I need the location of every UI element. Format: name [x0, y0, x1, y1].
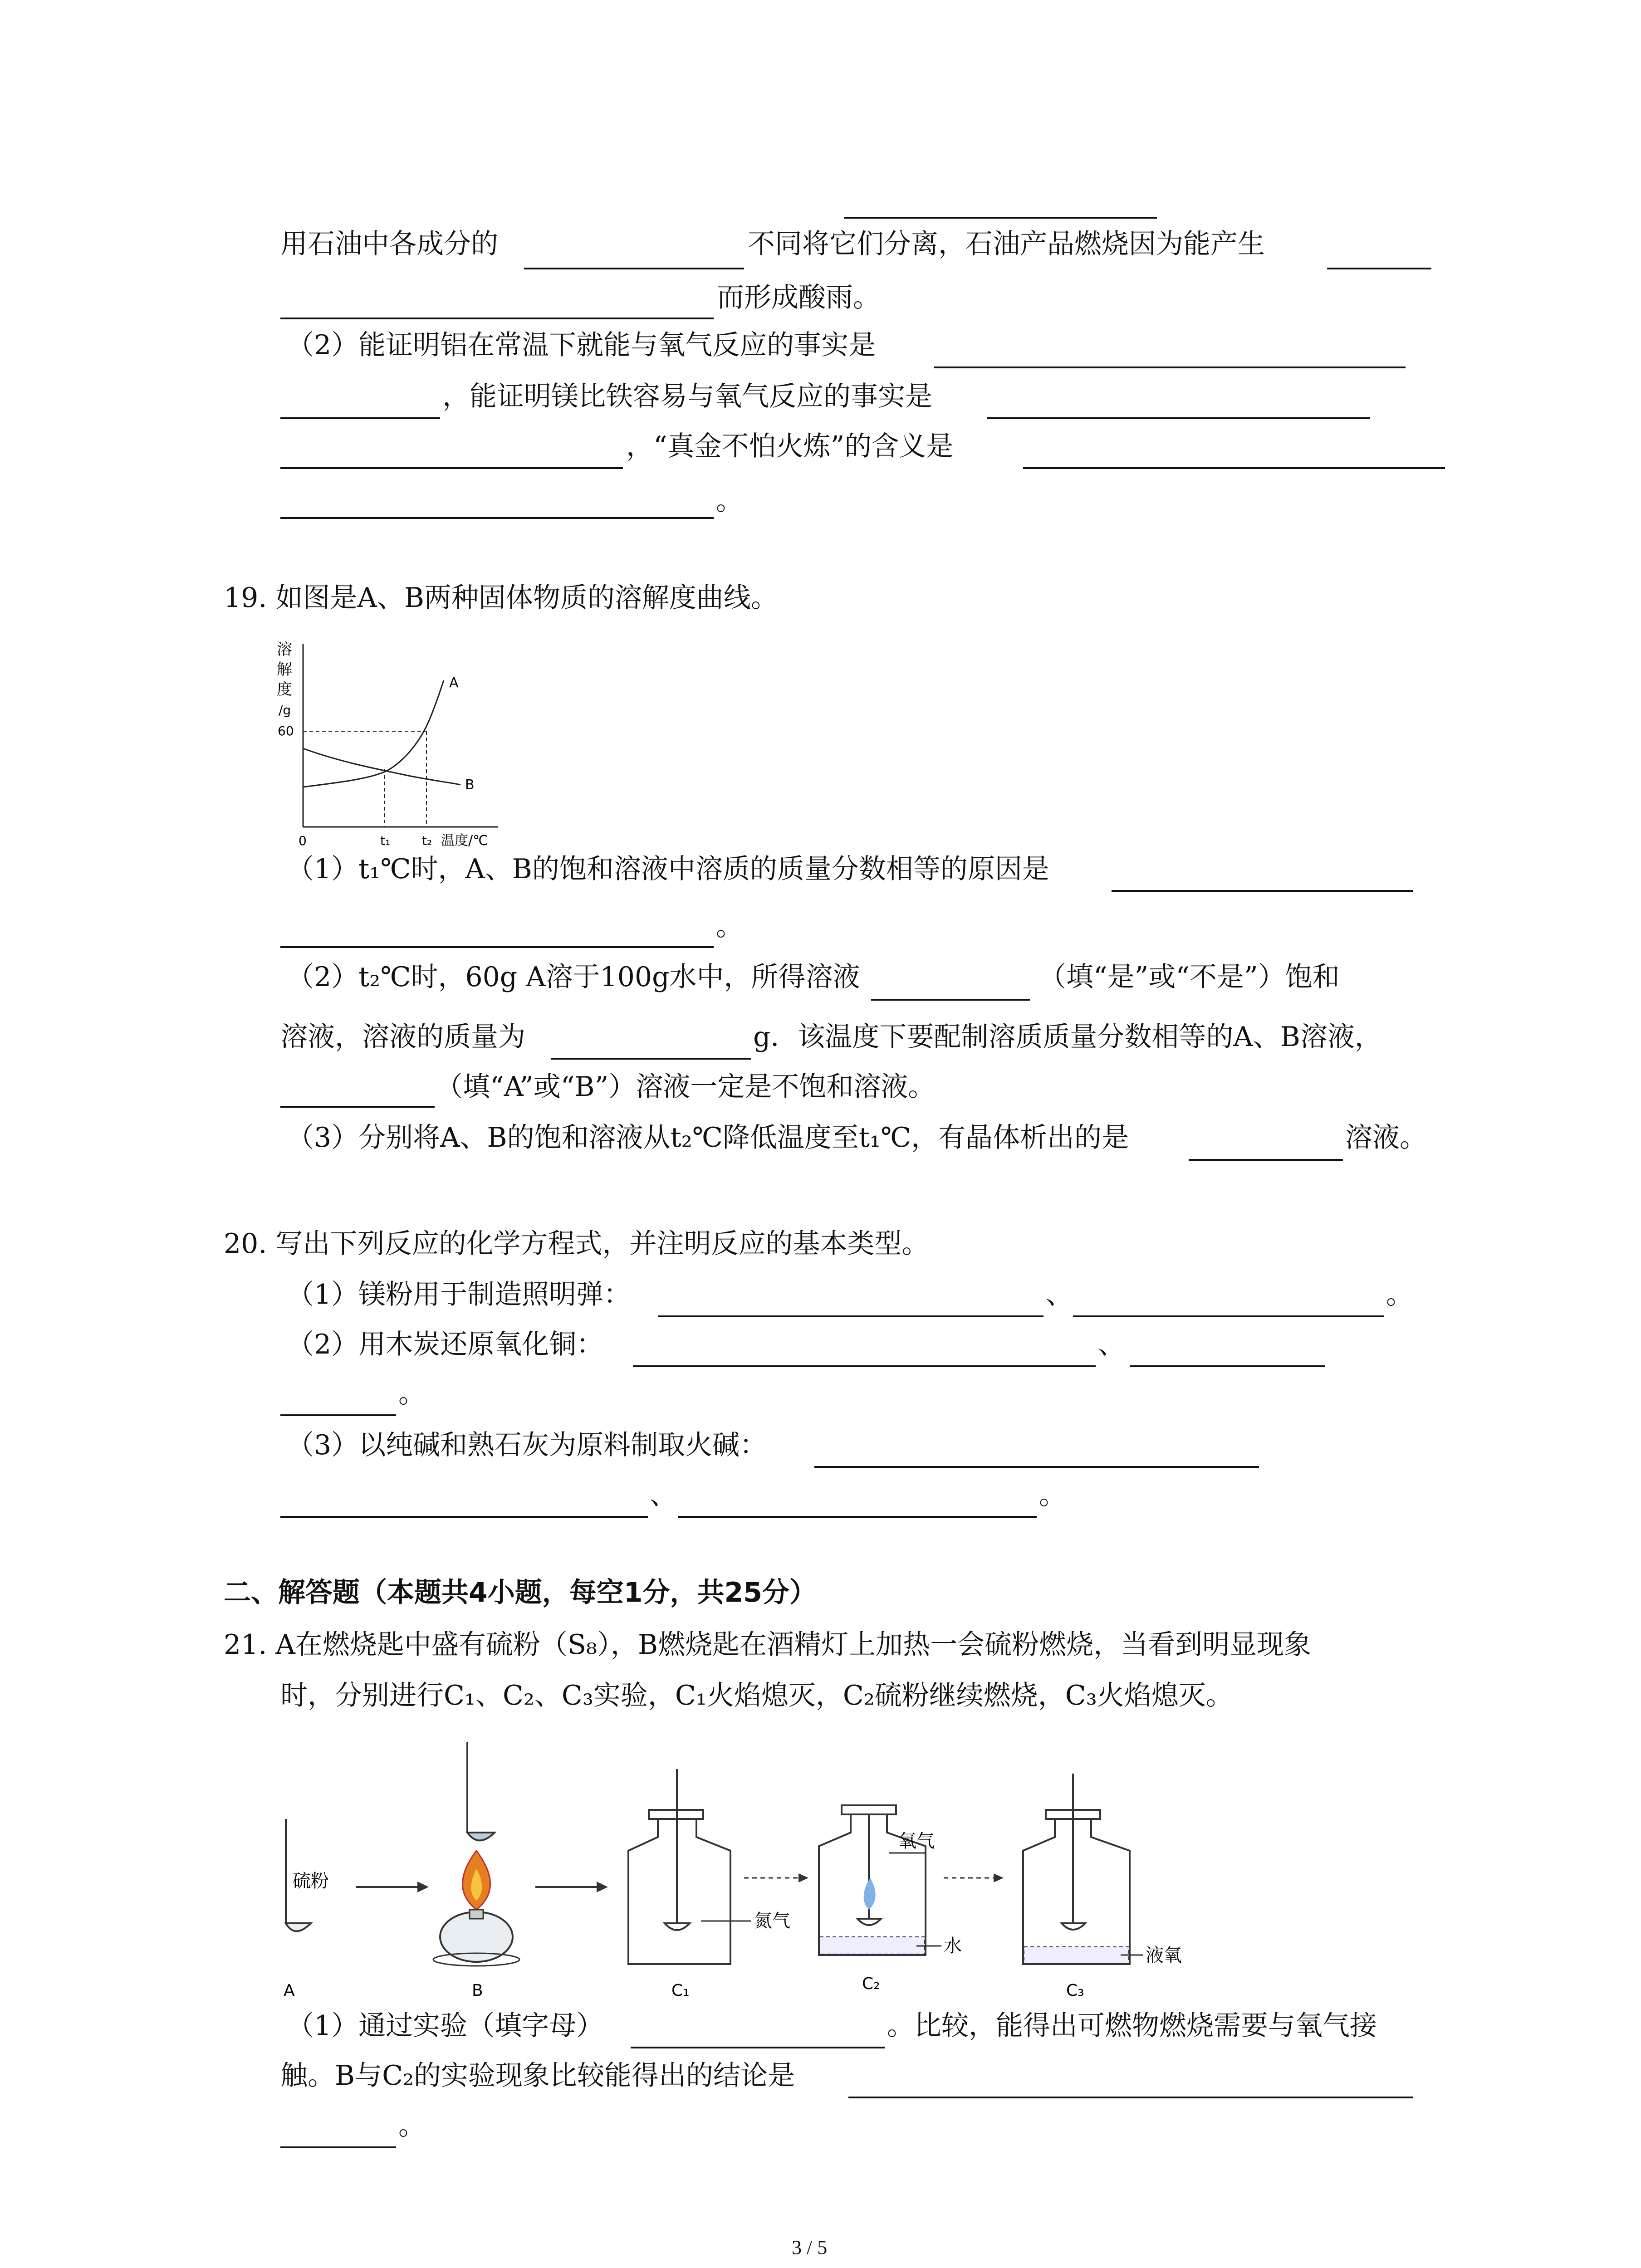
answer-blank[interactable]	[280, 517, 714, 519]
q18-line1b: 不同将它们分离，石油产品燃烧因为能产生	[748, 228, 1265, 260]
experiment-figure	[272, 1742, 1461, 2000]
answer-blank[interactable]	[1112, 890, 1413, 892]
section-heading: 二、解答题（本题共4小题，每空1分，共25分）	[224, 1577, 817, 1608]
answer-blank[interactable]	[524, 268, 744, 269]
q20-p2-end: 。	[398, 1378, 426, 1409]
answer-blank[interactable]	[1130, 1365, 1325, 1367]
q19-p1b: 。	[716, 910, 743, 942]
answer-blank[interactable]	[633, 1365, 1096, 1367]
x-tick-t1: t₁	[380, 833, 391, 848]
y-label-4: /g	[279, 703, 291, 718]
q21-line2: 时，分别进行C₁、C₂、C₃实验，C₁火焰熄灭，C₂硫粉继续燃烧，C₃火焰熄灭。	[280, 1680, 1233, 1711]
answer-blank[interactable]	[814, 1466, 1259, 1468]
answer-blank[interactable]	[280, 1516, 648, 1518]
bottle-c2	[819, 1805, 941, 1955]
x-tick-t2: t₂	[422, 833, 432, 848]
answer-blank[interactable]	[280, 2146, 396, 2148]
answer-blank[interactable]	[280, 417, 440, 419]
label-water: 水	[944, 1936, 962, 1956]
q19-title: 19. 如图是A、B两种固体物质的溶解度曲线。	[224, 582, 778, 614]
label-c3: C₃	[1066, 1981, 1084, 2000]
q18-line3: （2）能证明铝在常温下就能与氧气反应的事实是	[287, 329, 876, 361]
answer-blank[interactable]	[678, 1516, 1037, 1518]
q20-p3-sep: 、	[650, 1479, 677, 1511]
q21-p1b: 。比较，能得出可燃物燃烧需要与氧气接	[887, 2010, 1377, 2042]
blue-flame-icon	[864, 1878, 876, 1910]
answer-blank[interactable]	[987, 417, 1370, 419]
q21-p1d: 。	[398, 2110, 426, 2141]
label-sulfur: 硫粉	[293, 1871, 329, 1892]
q20-title: 20. 写出下列反应的化学方程式，并注明反应的基本类型。	[224, 1228, 929, 1260]
answer-blank[interactable]	[280, 318, 714, 319]
answer-blank[interactable]	[871, 999, 1030, 1001]
label-c2: C₂	[862, 1975, 880, 1993]
label-b: B	[472, 1981, 483, 2000]
answer-blank[interactable]	[280, 1414, 396, 1416]
answer-blank[interactable]	[658, 1315, 1043, 1317]
q19-p1a: （1）t₁℃时，A、B的饱和溶液中溶质的质量分数相等的原因是	[287, 853, 1049, 885]
q20-p2-sep: 、	[1098, 1329, 1125, 1360]
answer-blank[interactable]	[551, 1058, 751, 1060]
q20-p2: （2）用木炭还原氧化铜：	[287, 1329, 604, 1360]
answer-blank[interactable]	[1073, 1315, 1384, 1317]
q19-p3a: （3）分别将A、B的饱和溶液从t₂℃降低温度至t₁℃，有晶体析出的是	[287, 1122, 1129, 1154]
q21-p1c: 触。B与C₂的实验现象比较能得出的结论是	[280, 2060, 795, 2092]
curve-a-label: A	[449, 675, 459, 691]
answer-blank[interactable]	[280, 467, 623, 469]
answer-blank[interactable]	[1189, 1159, 1343, 1161]
curve-b	[303, 748, 460, 785]
q18-line5: ，“真金不怕火炼”的含义是	[626, 430, 954, 462]
answer-blank[interactable]	[844, 217, 1157, 219]
y-label-2: 解	[277, 660, 292, 679]
label-oxygen: 氧气	[898, 1831, 935, 1852]
burning-spoon-b	[433, 1742, 519, 1966]
answer-blank[interactable]	[280, 946, 714, 948]
curve-a	[303, 680, 444, 787]
bottle-c3	[1023, 1774, 1143, 1964]
q18-line1a: 用石油中各成分的	[280, 228, 498, 260]
bottle-c1	[628, 1769, 751, 1964]
q20-p1-sep: 、	[1046, 1279, 1073, 1310]
q20-p3-end: 。	[1039, 1479, 1066, 1511]
answer-blank[interactable]	[934, 367, 1406, 368]
q19-p2d: g．该温度下要配制溶质质量分数相等的A、B溶液，	[753, 1021, 1382, 1053]
q20-p1: （1）镁粉用于制造照明弹：	[287, 1279, 631, 1310]
q19-p3b: 溶液。	[1345, 1122, 1427, 1154]
q21-line1: 21. A在燃烧匙中盛有硫粉（S₈），B燃烧匙在酒精灯上加热一会硫粉燃烧，当看到明显现象	[224, 1629, 1312, 1661]
answer-blank[interactable]	[631, 2047, 885, 2048]
y-label-1: 溶	[277, 640, 292, 659]
answer-blank[interactable]	[848, 2097, 1413, 2098]
label-liquid-oxygen: 液氧	[1146, 1945, 1182, 1966]
q18-line6: 。	[716, 485, 743, 517]
q18-line4: ，能证明镁比铁容易与氧气反应的事实是	[442, 381, 932, 412]
label-c1: C₁	[671, 1981, 690, 2000]
q20-p1-end: 。	[1386, 1279, 1413, 1310]
answer-blank[interactable]	[280, 1106, 435, 1108]
q19-p2a: （2）t₂℃时，60g A溶于100g水中，所得溶液	[287, 961, 860, 993]
q18-line2: 而形成酸雨。	[717, 282, 880, 313]
q21-p1a: （1）通过实验（填字母）	[287, 2010, 604, 2042]
y-label-3: 度	[277, 680, 292, 699]
label-a: A	[284, 1981, 295, 2000]
y-tick-60: 60	[278, 723, 294, 738]
q19-p2b: （填“是”或“不是”）饱和	[1039, 961, 1340, 993]
q19-p2c: 溶液，溶液的质量为	[280, 1021, 525, 1053]
q19-p2e: （填“A”或“B”）溶液一定是不饱和溶液。	[436, 1071, 936, 1103]
curve-b-label: B	[465, 777, 475, 793]
origin-label: 0	[299, 833, 307, 848]
x-axis-label: 温度/℃	[441, 833, 488, 849]
answer-blank[interactable]	[1327, 268, 1431, 269]
label-nitrogen: 氮气	[754, 1911, 790, 1931]
q20-p3: （3）以纯碱和熟石灰为原料制取火碱：	[287, 1429, 767, 1461]
answer-blank[interactable]	[1023, 467, 1445, 469]
page-number: 3 / 5	[792, 2236, 828, 2258]
solubility-chart	[272, 633, 508, 850]
